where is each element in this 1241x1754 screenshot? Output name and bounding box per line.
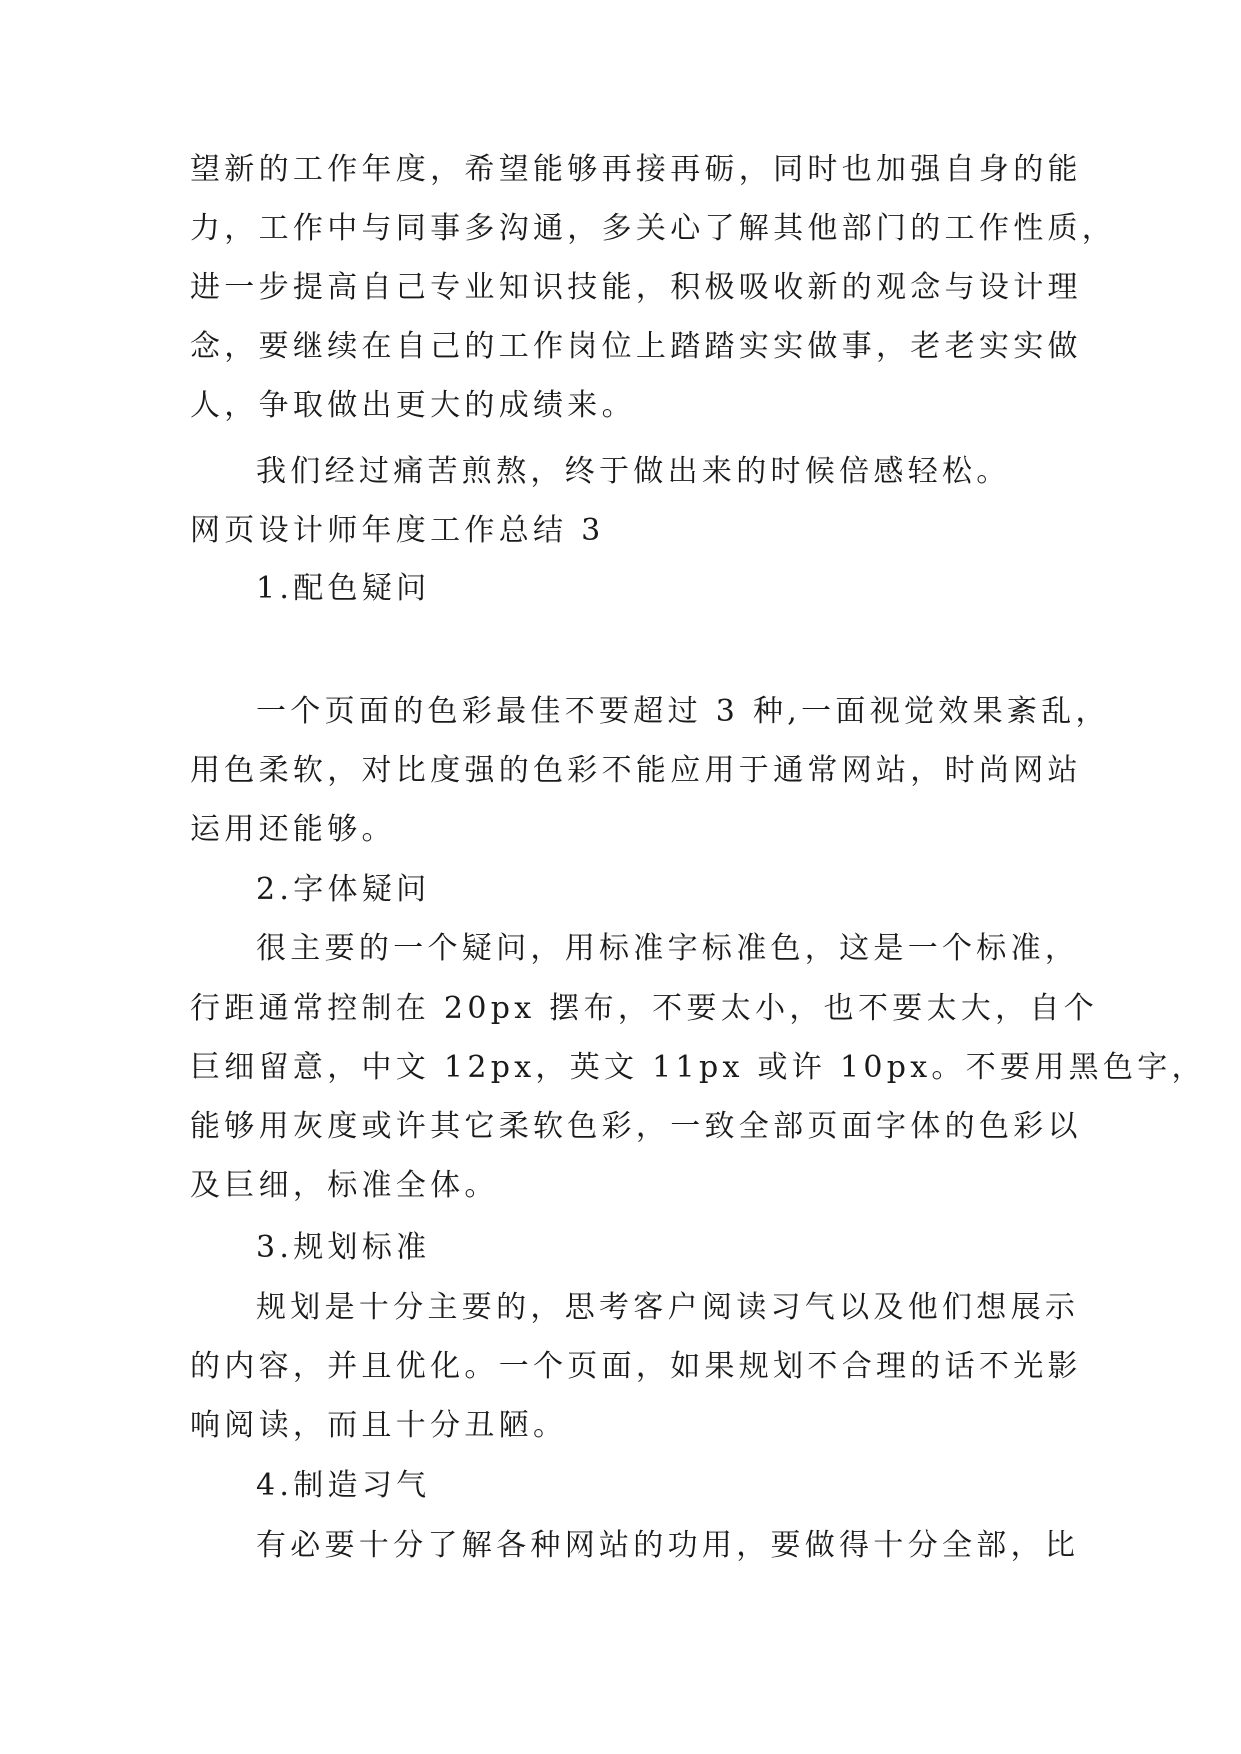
body-text-line: 运用还能够。 bbox=[190, 812, 396, 847]
body-text-line: 望新的工作年度，希望能够再接再砺，同时也加强自身的能 bbox=[190, 152, 1082, 187]
body-text-line: 用色柔软，对比度强的色彩不能应用于通常网站，时尚网站 bbox=[190, 753, 1082, 788]
subsection-heading: 2.字体疑问 bbox=[256, 872, 431, 907]
body-text-line: 人，争取做出更大的成绩来。 bbox=[190, 388, 636, 423]
subsection-heading: 4.制造习气 bbox=[256, 1468, 431, 1503]
body-text-line: 有必要十分了解各种网站的功用，要做得十分全部，比 bbox=[256, 1528, 1080, 1563]
body-text-line: 进一步提高自己专业知识技能，积极吸收新的观念与设计理 bbox=[190, 270, 1082, 305]
body-text-line: 巨细留意，中文 12px，英文 11px 或许 10px。不要用黑色字， bbox=[190, 1050, 1206, 1085]
subsection-heading: 1.配色疑问 bbox=[256, 571, 431, 606]
body-text-line: 力，工作中与同事多沟通，多关心了解其他部门的工作性质， bbox=[190, 211, 1117, 246]
body-text-line: 规划是十分主要的，思考客户阅读习气以及他们想展示 bbox=[256, 1290, 1080, 1325]
section-heading: 网页设计师年度工作总结 3 bbox=[190, 513, 605, 548]
body-text-line: 的内容，并且优化。一个页面，如果规划不合理的话不光影 bbox=[190, 1349, 1082, 1384]
subsection-heading: 3.规划标准 bbox=[256, 1230, 431, 1265]
body-text-line: 能够用灰度或许其它柔软色彩，一致全部页面字体的色彩以 bbox=[190, 1109, 1082, 1144]
body-text-line: 行距通常控制在 20px 摆布，不要太小，也不要太大，自个 bbox=[190, 991, 1099, 1026]
body-text-line: 念，要继续在自己的工作岗位上踏踏实实做事，老老实实做 bbox=[190, 329, 1082, 364]
body-text-line: 及巨细，标准全体。 bbox=[190, 1168, 499, 1203]
body-text-line: 响阅读，而且十分丑陋。 bbox=[190, 1408, 568, 1443]
body-text-line: 一个页面的色彩最佳不要超过 3 种,一面视觉效果紊乱， bbox=[256, 694, 1110, 729]
body-text-line: 我们经过痛苦煎熬，终于做出来的时候倍感轻松。 bbox=[256, 454, 1011, 489]
body-text-line: 很主要的一个疑问，用标准字标准色，这是一个标准， bbox=[256, 931, 1080, 966]
